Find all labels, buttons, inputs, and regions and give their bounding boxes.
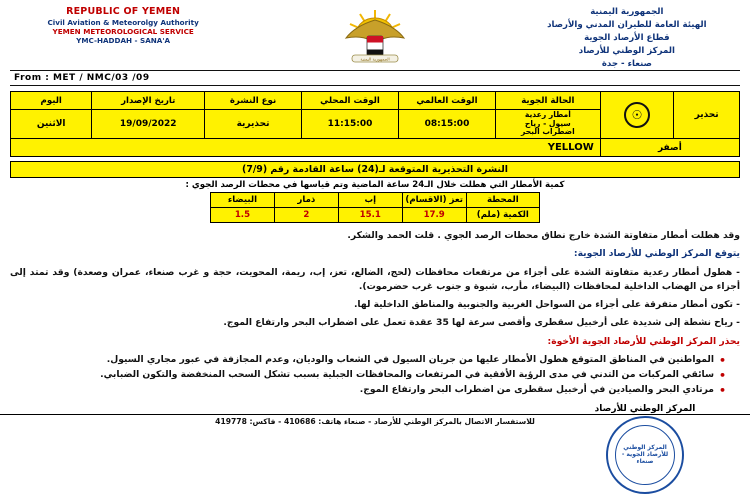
state-line2: سيول - رياح: [524, 118, 571, 128]
yemen-national-emblem-icon: [332, 6, 418, 64]
value-global-time: 08:15:00: [398, 110, 495, 139]
paragraph-observed: وقد هطلت أمطار متفاوتة الشدة خارج نطاق محطات الرصد الجوي . قلت الحمد والشكر.: [347, 230, 740, 242]
document-footer: للاستفسار الاتصال بالمركز الوطني للأرصاد - صنعاء هاتف: 410686 - فاكس: 419778: [0, 414, 750, 426]
rain-value-3: 1.5: [211, 208, 275, 223]
header-arabic-block: [514, 6, 740, 70]
table-row-headers: [11, 92, 740, 110]
header-en-title: REPUBLIC OF YEMEN: [66, 6, 181, 17]
forecast-title: يتوقع المركز الوطني للأرصاد الجوية:: [573, 248, 740, 260]
rain-station-1: إب: [338, 193, 402, 208]
header-english-block: [10, 6, 236, 45]
stamp-text: المركز الوطني للأرصاد الجوية - صنعاء: [615, 425, 675, 485]
warning-badge-icon: ☉: [602, 100, 673, 130]
table-row: [211, 208, 540, 223]
rain-value-1: 15.1: [338, 208, 402, 223]
value-day: الاثنين: [11, 110, 92, 139]
rain-row-header-value: الكمية (ملم): [466, 208, 539, 223]
rain-subheading: كمية الأمطار التي هطلت خلال الـ24 ساعة الماضية وتم قياسها في محطات الرصد الجوي :: [185, 180, 565, 191]
warning-level-logo-cell: [600, 92, 674, 139]
rain-station-3: البيضاء: [211, 193, 275, 208]
rain-value-0: 17.9: [402, 208, 466, 223]
warning-item-0: • المواطنين في المناطق المتوقع هطول الأمطار عليها من جريان السيول في الشعاب والوديان، وعدم المجازفة في عبور مجاري السيول.: [10, 353, 726, 367]
warning-title: يحذر المركز الوطني للأرصاد الجوية الأخوة:: [547, 335, 740, 347]
header-day: اليوم: [11, 92, 92, 110]
table-row: [211, 193, 540, 208]
signature-text: المركز الوطني للأرصاد: [594, 403, 696, 414]
rain-station-0: تعز (الاقسام): [402, 193, 466, 208]
official-stamp-icon: [606, 416, 684, 494]
table-row-warning-level: [11, 139, 740, 157]
document-header: [10, 6, 740, 68]
forecast-bullet-1: - هطول أمطار رعدية متفاوتة الشدة على أجزاء من مرتفعات محافظات (لحج، الضالع، تعز، إب، ريمة، المحويت، حجة و غرب صنعاء، عمران وصعدة) وقد تمتد إلى أجزاء من الهضاب الداخلية لمحافظات (البيضاء، مأرب، شبوة و جنوب غرب حضرموت).: [10, 266, 740, 292]
warning-level-ar: أصفر: [600, 139, 739, 157]
header-global-time: الوقت العالمي: [398, 92, 495, 110]
value-issue-date: 19/09/2022: [92, 110, 205, 139]
header-local-time: الوقت المحلي: [302, 92, 399, 110]
warning-level-en: YELLOW: [11, 139, 601, 157]
value-local-time: 11:15:00: [302, 110, 399, 139]
forecast-bullet-2: - تكون أمطار متفرقة على أجزاء من السواحل الغربية والجنوبية والمناطق الداخلية لها.: [353, 299, 740, 311]
header-ar-line3: قطاع الأرصاد الجوية: [584, 32, 670, 43]
state-line3: اضطراب البحر: [520, 127, 575, 137]
header-ar-line5: صنعاء - جدة: [601, 58, 652, 69]
state-line1: أمطار رعدية: [524, 110, 571, 119]
svg-text:الجمهورية اليمنية: الجمهورية اليمنية: [360, 56, 390, 62]
header-issue-date: تاريخ الإصدار: [92, 92, 205, 110]
header-ar-line4: المركز الوطني للأرصاد: [578, 45, 675, 56]
value-bulletin-type: تحذيرية: [205, 110, 302, 139]
bulletin-summary-table: [10, 91, 740, 157]
rain-value-2: 2: [274, 208, 338, 223]
forecast-heading: النشرة التحذيرية المتوقعة لـ(24) ساعة القادمة رقم (7/9): [10, 161, 740, 178]
forecast-bullet-3: - رياح نشطة إلى شديدة على أرخبيل سقطرى وأقصى سرعة لها 35 عقدة تعمل على اضطراب البحر وارتفاع الموج.: [223, 317, 740, 329]
header-en-line4: YMC-HADDAH - SANA'A: [76, 35, 171, 45]
rain-station-2: ذمار: [274, 193, 338, 208]
header-bulletin-type: نوع النشرة: [205, 92, 302, 110]
header-en-line3: YEMEN METEOROLOGICAL SERVICE: [52, 26, 194, 36]
rainfall-table: [210, 192, 540, 223]
from-line: From : MET / NMC/03 /09: [10, 70, 740, 86]
header-weather-state: الحالة الجوية: [495, 92, 600, 110]
warning-label-cell: تحذير: [674, 92, 740, 139]
header-ar-line2: الهيئة العامة للطيران المدني والأرصاد: [547, 19, 707, 30]
warning-list: [10, 353, 726, 398]
warning-item-2: • مرتادي البحر والصيادين في أرخبيل سقطرى من اضطراب البحر وارتفاع الموج.: [10, 383, 726, 397]
warning-item-1: • سائقي المركبات من التدني في مدى الرؤية الأفقية في المرتفعات والمحافظات الجبلية بسبب تشكل السحب المنخفضة والتكون الضبابي.: [10, 368, 726, 382]
bulletin-body: [10, 229, 740, 398]
value-weather-state: [495, 110, 600, 139]
header-en-line2: Civil Aviation & Meteorolgy Authority: [47, 17, 199, 27]
header-ar-line1: الجمهورية اليمنية: [590, 7, 664, 17]
rain-row-header-station: المحطة: [466, 193, 539, 208]
